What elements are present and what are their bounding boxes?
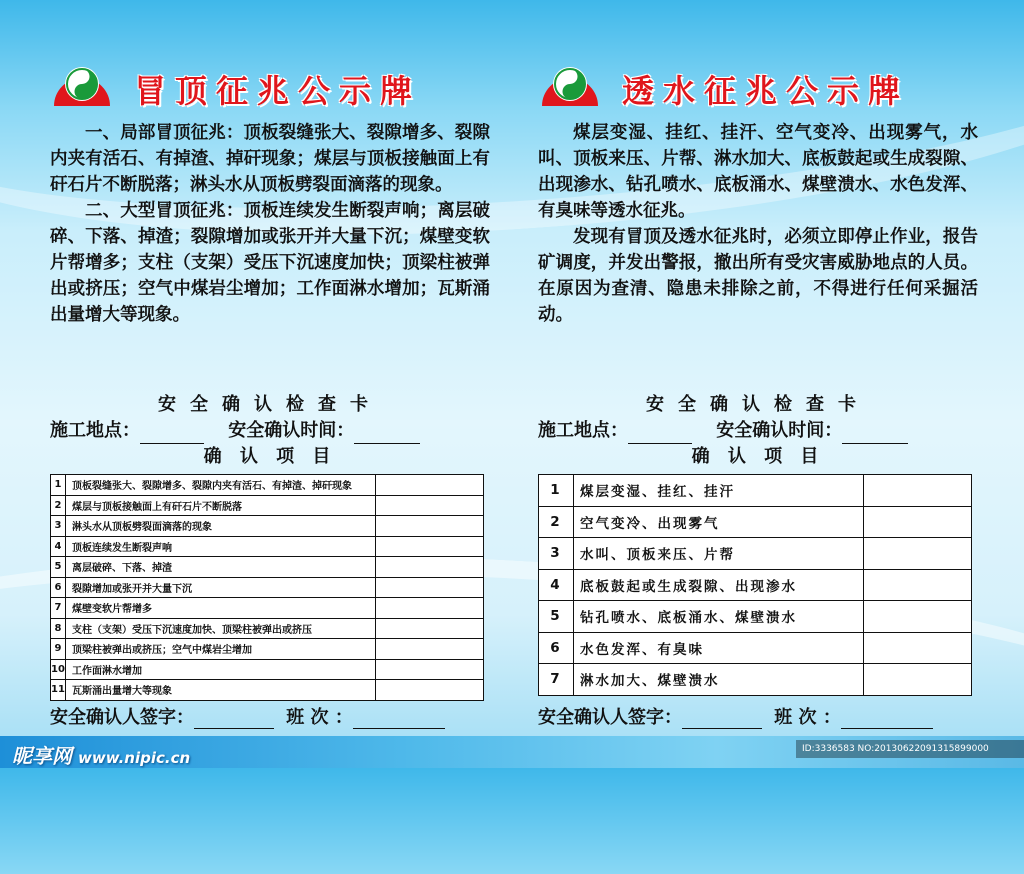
row-item: 支柱（支架）受压下沉速度加快、顶梁柱被弹出或挤压	[66, 618, 376, 639]
company-logo-icon	[538, 60, 602, 108]
row-number: 4	[539, 569, 574, 601]
row-check-cell[interactable]	[864, 569, 972, 601]
left-signature-line	[50, 703, 445, 729]
signature-label: 安全确认人签字：	[538, 707, 682, 728]
table-row	[539, 664, 972, 696]
row-item: 煤层变湿、挂红、挂汗	[574, 475, 864, 507]
row-check-cell[interactable]	[376, 495, 484, 516]
table-row	[51, 618, 484, 639]
row-number: 3	[51, 516, 66, 537]
row-item: 淋水加大、煤壁溃水	[574, 664, 864, 696]
row-item: 水叫、顶板来压、片帮	[574, 538, 864, 570]
row-check-cell[interactable]	[376, 516, 484, 537]
row-item: 瓦斯涌出量增大等现象	[66, 680, 376, 701]
row-check-cell[interactable]	[376, 618, 484, 639]
watermark-brand: 昵享网	[12, 744, 72, 768]
row-item: 底板鼓起或生成裂隙、出现渗水	[574, 569, 864, 601]
row-check-cell[interactable]	[376, 536, 484, 557]
row-check-cell[interactable]	[864, 632, 972, 664]
check-table	[50, 474, 484, 701]
panel-header	[50, 60, 490, 118]
row-item: 裂隙增加或张开并大量下沉	[66, 577, 376, 598]
row-number: 8	[51, 618, 66, 639]
row-item: 离层破碎、下落、掉渣	[66, 557, 376, 578]
watermark-url: www.nipic.cn	[78, 749, 191, 767]
location-label: 施工地点：	[50, 420, 140, 441]
row-item: 工作面淋水增加	[66, 659, 376, 680]
row-number: 6	[539, 632, 574, 664]
paragraph-action: 发现有冒顶及透水征兆时，必须立即停止作业，报告矿调度，并发出警报，撤出所有受灾害威胁地点的人员。在原因为查清、隐患未排除之前，不得进行任何采掘活动。	[538, 227, 978, 325]
table-row	[539, 475, 972, 507]
table-row	[51, 598, 484, 619]
right-signature-line	[538, 703, 933, 729]
table-row	[539, 632, 972, 664]
location-time-line	[538, 418, 978, 444]
paragraph-signs: 煤层变湿、挂红、挂汗、空气变冷、出现雾气，水叫、顶板来压、片帮、淋水加大、底板鼓起或生成裂隙、出现渗水、钻孔喷水、底板涌水、煤壁溃水、水色发浑、有臭味等透水征兆。	[538, 123, 978, 221]
row-number: 3	[539, 538, 574, 570]
location-field[interactable]	[628, 425, 692, 444]
row-check-cell[interactable]	[376, 598, 484, 619]
time-field[interactable]	[354, 425, 420, 444]
table-row	[51, 475, 484, 496]
row-number: 7	[539, 664, 574, 696]
paragraph-local: 一、局部冒顶征兆：顶板裂缝张大、裂隙增多、裂隙内夹有活石、有掉渣、掉矸现象；煤层与顶板接触面上有矸石片不断脱落；淋头水从顶板劈裂面滴落的现象。	[50, 123, 490, 195]
image-id-bar: ID:3336583 NO:20130622091315899000	[796, 740, 1024, 758]
shift-field[interactable]	[841, 710, 933, 729]
row-check-cell[interactable]	[864, 601, 972, 633]
row-number: 10	[51, 659, 66, 680]
shift-field[interactable]	[353, 710, 445, 729]
warning-text	[538, 120, 978, 392]
table-row	[539, 569, 972, 601]
time-label: 安全确认时间：	[228, 420, 355, 441]
row-number: 11	[51, 680, 66, 701]
row-check-cell[interactable]	[376, 475, 484, 496]
row-number: 7	[51, 598, 66, 619]
shift-label: 班 次 ：	[774, 707, 841, 728]
row-item: 钻孔喷水、底板涌水、煤壁溃水	[574, 601, 864, 633]
row-item: 空气变冷、出现雾气	[574, 506, 864, 538]
row-item: 淋头水从顶板劈裂面滴落的现象	[66, 516, 376, 537]
signature-field[interactable]	[682, 710, 762, 729]
panel-header	[538, 60, 978, 118]
company-logo-icon	[50, 60, 114, 108]
table-row	[539, 506, 972, 538]
table-row	[51, 680, 484, 701]
check-table	[538, 474, 972, 696]
row-item: 顶梁柱被弹出或挤压；空气中煤岩尘增加	[66, 639, 376, 660]
row-check-cell[interactable]	[376, 557, 484, 578]
row-check-cell[interactable]	[376, 639, 484, 660]
row-item: 煤层与顶板接触面上有矸石片不断脱落	[66, 495, 376, 516]
panel-title: 冒顶征兆公示牌	[134, 72, 422, 110]
row-item: 水色发浑、有臭味	[574, 632, 864, 664]
warning-text	[50, 120, 490, 392]
table-row	[539, 601, 972, 633]
panel-title: 透水征兆公示牌	[622, 72, 910, 110]
table-row	[51, 659, 484, 680]
items-title: 确 认 项 目	[203, 446, 337, 467]
row-number: 4	[51, 536, 66, 557]
row-check-cell[interactable]	[864, 506, 972, 538]
row-check-cell[interactable]	[376, 659, 484, 680]
card-title: 安全确认检查卡	[158, 394, 382, 415]
row-item: 煤壁变软片帮增多	[66, 598, 376, 619]
table-row	[51, 516, 484, 537]
location-label: 施工地点：	[538, 420, 628, 441]
signature-field[interactable]	[194, 710, 274, 729]
row-check-cell[interactable]	[376, 577, 484, 598]
shift-label: 班 次 ：	[286, 707, 353, 728]
location-time-line	[50, 418, 490, 444]
time-field[interactable]	[842, 425, 908, 444]
table-row	[51, 495, 484, 516]
row-number: 5	[51, 557, 66, 578]
table-row	[51, 557, 484, 578]
row-item: 顶板裂缝张大、裂隙增多、裂隙内夹有活石、有掉渣、掉矸现象	[66, 475, 376, 496]
watermark	[12, 740, 190, 769]
row-number: 5	[539, 601, 574, 633]
row-number: 6	[51, 577, 66, 598]
table-row	[51, 536, 484, 557]
row-check-cell[interactable]	[376, 680, 484, 701]
water-inrush-panel	[538, 60, 978, 696]
row-number: 1	[539, 475, 574, 507]
paragraph-large: 二、大型冒顶征兆：顶板连续发生断裂声响；离层破碎、下落、掉渣；裂隙增加或张开并大量下沉；煤壁变软片帮增多；支柱（支架）受压下沉速度加快；顶梁柱被弹出或挤压；空气中煤岩尘增加；工作面淋水增加；瓦斯涌出量增大等现象。	[50, 201, 490, 325]
items-title: 确 认 项 目	[691, 446, 825, 467]
table-row	[51, 577, 484, 598]
roof-fall-panel	[50, 60, 490, 701]
table-row	[51, 639, 484, 660]
row-number: 2	[539, 506, 574, 538]
row-check-cell[interactable]	[864, 664, 972, 696]
time-label: 安全确认时间：	[716, 420, 843, 441]
card-title: 安全确认检查卡	[646, 394, 870, 415]
table-row	[539, 538, 972, 570]
row-number: 9	[51, 639, 66, 660]
row-number: 1	[51, 475, 66, 496]
row-item: 顶板连续发生断裂声响	[66, 536, 376, 557]
row-check-cell[interactable]	[864, 475, 972, 507]
location-field[interactable]	[140, 425, 204, 444]
row-number: 2	[51, 495, 66, 516]
signature-label: 安全确认人签字：	[50, 707, 194, 728]
row-check-cell[interactable]	[864, 538, 972, 570]
